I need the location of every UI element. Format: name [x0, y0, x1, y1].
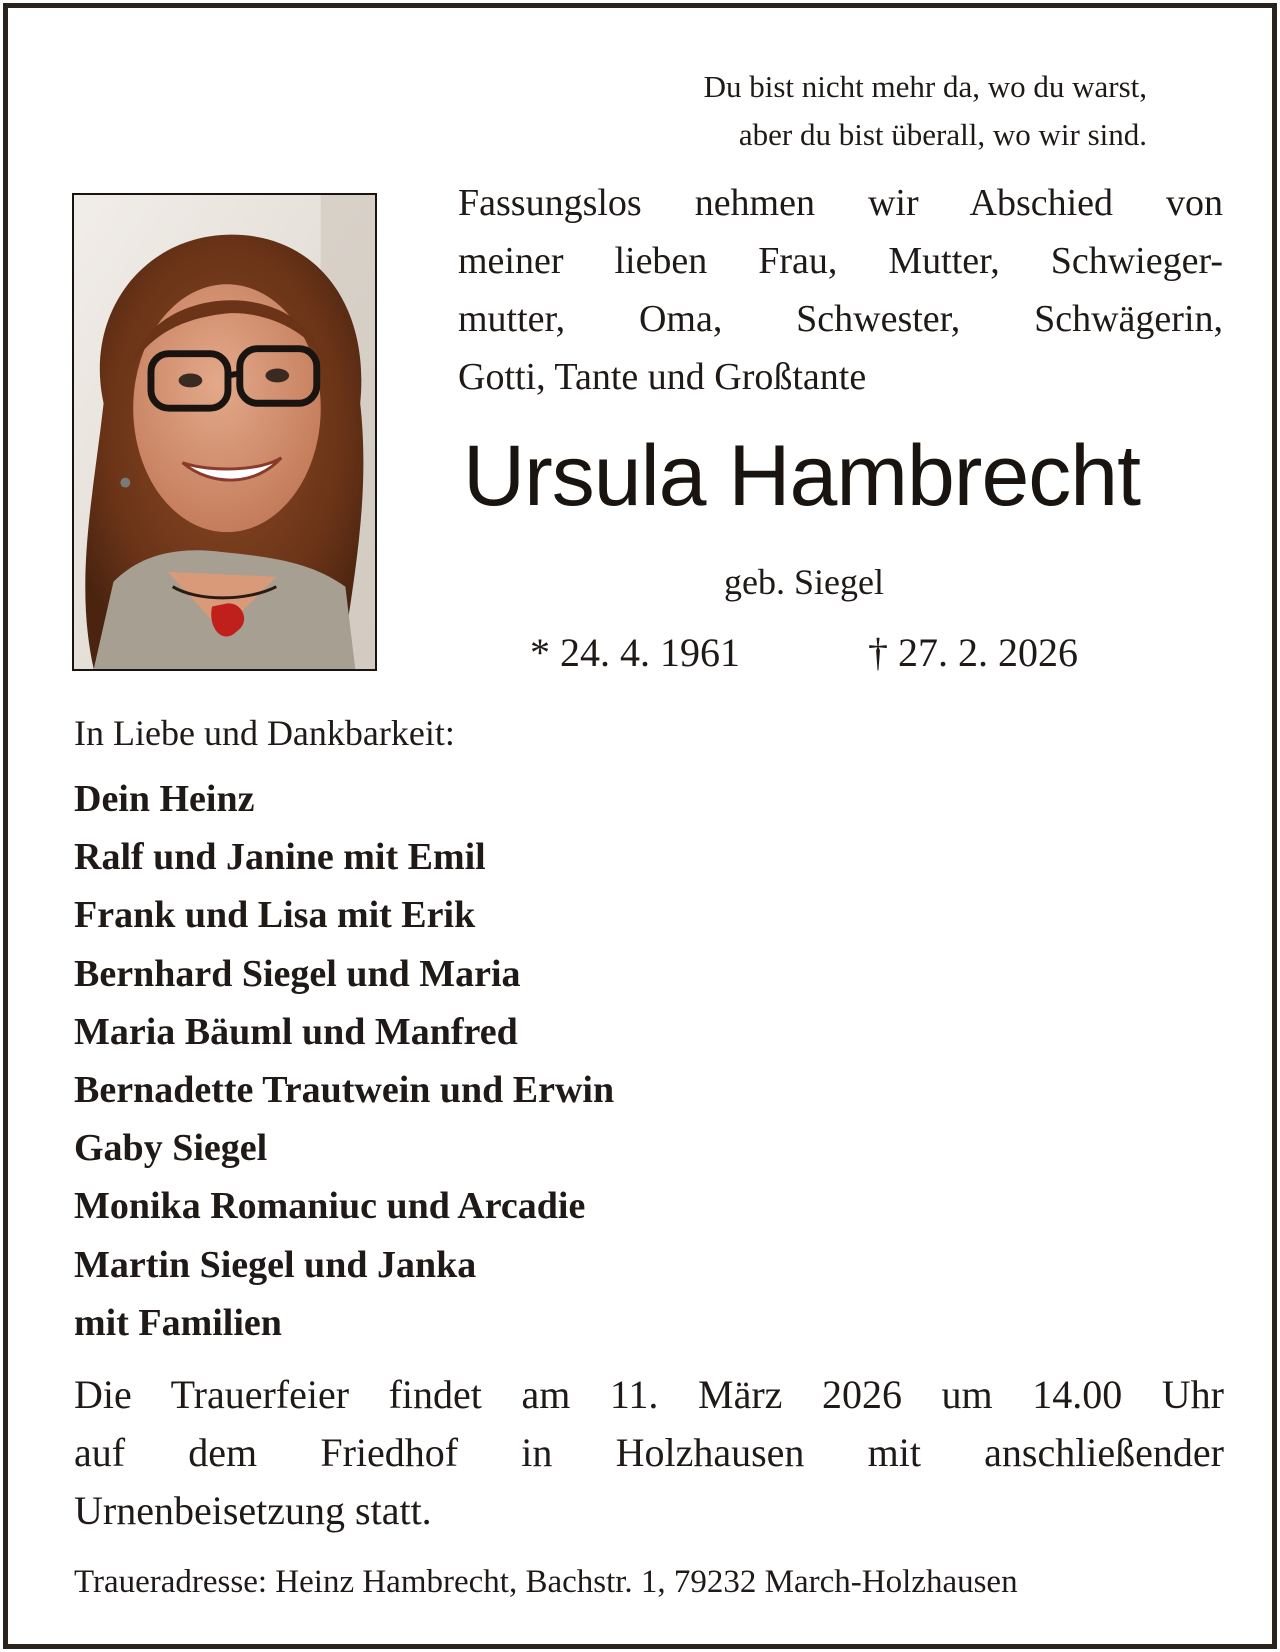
farewell-line: mutter, Oma, Schwester, Schwägerin,	[458, 298, 1223, 340]
mourner-name: Martin Siegel und Janka	[74, 1243, 477, 1286]
ceremony-line: auf dem Friedhof in Holzhausen mit anschließender	[74, 1430, 1224, 1475]
ceremony-line: Urnenbeisetzung statt.	[74, 1488, 432, 1533]
verse-line: aber du bist überall, wo wir sind.	[738, 117, 1147, 152]
mourner-name: Bernhard Siegel und Maria	[74, 952, 521, 995]
mourner-name: Frank und Lisa mit Erik	[74, 894, 476, 937]
ceremony-line: Die Trauerfeier findet am 11. März 2026 um 14.00 Uhr	[74, 1372, 1224, 1417]
ceremony-notice	[74, 1366, 1224, 1540]
mourner-name: Maria Bäuml und Manfred	[74, 1010, 518, 1053]
farewell-text	[458, 174, 1223, 406]
mourner-name: Monika Romaniuc und Arcadie	[74, 1185, 586, 1228]
memorial-verse	[704, 63, 1147, 159]
mourner-name: Ralf und Janine mit Emil	[74, 836, 486, 879]
life-dates	[530, 628, 1078, 678]
maiden-name: geb. Siegel	[724, 562, 884, 602]
portrait-illustration	[74, 195, 375, 669]
mourner-name: Gaby Siegel	[74, 1127, 268, 1170]
birth-date: * 24. 4. 1961	[530, 630, 740, 675]
farewell-line: meiner lieben Frau, Mutter, Schwieger-	[458, 240, 1223, 282]
mourner-name: Dein Heinz	[74, 778, 255, 820]
death-date: † 27. 2. 2026	[868, 630, 1078, 675]
farewell-line: Fassungslos nehmen wir Abschied von	[458, 182, 1223, 224]
mourning-address: Traueradresse: Heinz Hambrecht, Bachstr. 1, 79232 March-Holzhausen	[74, 1564, 1018, 1600]
verse-line: Du bist nicht mehr da, wo du warst,	[703, 69, 1147, 104]
farewell-line: Gotti, Tante und Großtante	[458, 356, 867, 398]
mourners-heading: In Liebe und Dankbarkeit:	[74, 713, 455, 753]
mourner-name: Bernadette Trautwein und Erwin	[74, 1069, 615, 1112]
deceased-name: Ursula Hambrecht	[463, 428, 1140, 524]
obituary-frame	[3, 3, 1277, 1649]
mourners-list	[74, 770, 614, 1352]
portrait-photo	[72, 193, 377, 671]
mourner-name: mit Familien	[74, 1301, 282, 1344]
